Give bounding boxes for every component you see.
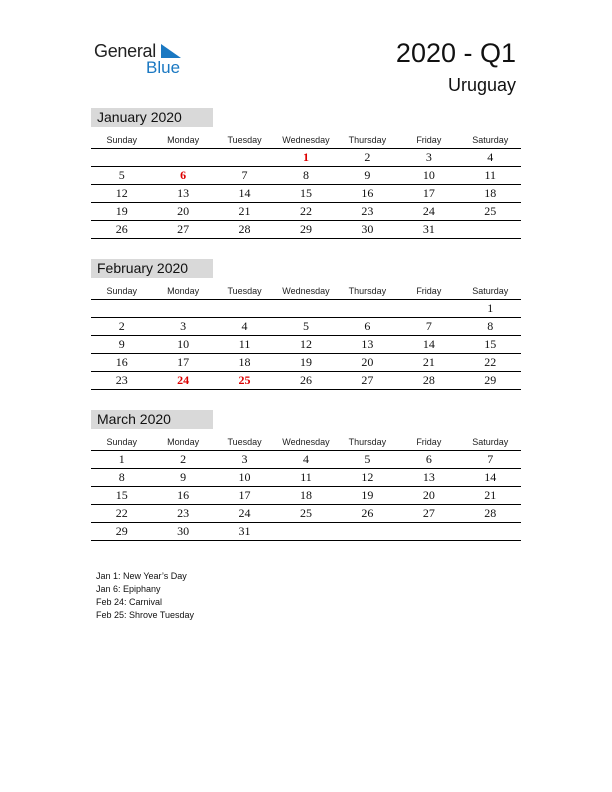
day-cell: 8 xyxy=(302,168,309,182)
day-cell xyxy=(398,300,459,317)
day-cell: 26 xyxy=(299,373,312,387)
weekday-header: Friday xyxy=(416,286,442,296)
week-row xyxy=(91,451,521,469)
day-cell: 12 xyxy=(115,186,128,200)
day-cell: 20 xyxy=(422,488,435,502)
day-cell: 17 xyxy=(177,355,190,369)
day-cell: 2 xyxy=(364,150,371,164)
week-row xyxy=(91,167,521,185)
day-cell xyxy=(152,149,213,166)
weekday-header: Saturday xyxy=(472,286,509,296)
weekday-header-row xyxy=(91,436,521,451)
day-cell: 13 xyxy=(361,337,374,351)
day-cell: 24 xyxy=(177,373,190,387)
logo-word-general: General xyxy=(94,41,156,61)
day-cell: 16 xyxy=(361,186,374,200)
day-cell: 25 xyxy=(484,204,497,218)
day-cell: 27 xyxy=(422,506,435,520)
day-cell: 7 xyxy=(241,168,248,182)
weekday-header: Thursday xyxy=(348,286,387,296)
day-cell xyxy=(398,523,459,540)
day-cell: 5 xyxy=(302,319,309,333)
day-cell: 20 xyxy=(177,204,190,218)
day-cell: 9 xyxy=(180,470,187,484)
day-cell xyxy=(91,149,152,166)
day-cell xyxy=(460,221,521,238)
weekday-header: Saturday xyxy=(472,437,509,447)
week-row xyxy=(91,300,521,318)
generalblue-logo xyxy=(94,40,204,80)
day-cell: 30 xyxy=(177,524,190,538)
weekday-header: Wednesday xyxy=(282,437,330,447)
day-cell: 22 xyxy=(115,506,128,520)
day-cell: 26 xyxy=(115,222,128,236)
day-cell: 23 xyxy=(177,506,190,520)
day-cell: 29 xyxy=(115,524,128,538)
day-cell: 18 xyxy=(299,488,312,502)
logo-triangle-icon xyxy=(161,44,181,58)
day-cell: 10 xyxy=(422,168,435,182)
day-cell: 1 xyxy=(118,452,125,466)
day-cell: 25 xyxy=(299,506,312,520)
day-cell: 1 xyxy=(302,150,309,164)
day-cell: 19 xyxy=(299,355,312,369)
holiday-note: Jan 1: New Year’s Day xyxy=(96,571,187,581)
day-cell: 23 xyxy=(115,373,128,387)
weekday-header: Sunday xyxy=(106,135,137,145)
day-cell: 7 xyxy=(487,452,494,466)
day-cell: 15 xyxy=(115,488,128,502)
week-row xyxy=(91,336,521,354)
day-cell: 3 xyxy=(180,319,187,333)
day-cell: 24 xyxy=(422,204,435,218)
weekday-header: Friday xyxy=(416,135,442,145)
week-row xyxy=(91,505,521,523)
day-cell: 10 xyxy=(238,470,251,484)
day-cell: 5 xyxy=(364,452,371,466)
day-cell xyxy=(337,300,398,317)
month-february xyxy=(91,259,521,390)
weekday-header: Tuesday xyxy=(227,286,262,296)
day-cell: 25 xyxy=(238,373,251,387)
day-cell: 21 xyxy=(422,355,435,369)
day-cell: 21 xyxy=(238,204,251,218)
day-cell: 16 xyxy=(115,355,128,369)
day-cell: 22 xyxy=(299,204,312,218)
day-cell: 9 xyxy=(118,337,125,351)
day-cell: 9 xyxy=(364,168,371,182)
day-cell: 13 xyxy=(177,186,190,200)
day-cell: 17 xyxy=(238,488,251,502)
month-name: February 2020 xyxy=(91,259,213,278)
day-cell: 17 xyxy=(422,186,435,200)
day-cell xyxy=(460,523,521,540)
day-cell: 30 xyxy=(361,222,374,236)
week-row xyxy=(91,354,521,372)
day-cell: 18 xyxy=(484,186,497,200)
day-cell: 23 xyxy=(361,204,374,218)
weekday-header: Monday xyxy=(167,135,200,145)
weekday-header: Wednesday xyxy=(282,135,330,145)
weekday-header: Wednesday xyxy=(282,286,330,296)
day-cell: 27 xyxy=(177,222,190,236)
weekday-header: Friday xyxy=(416,437,442,447)
logo-word-blue: Blue xyxy=(146,58,181,77)
day-cell: 4 xyxy=(302,452,309,466)
day-cell: 20 xyxy=(361,355,374,369)
weekday-header: Sunday xyxy=(106,286,137,296)
day-cell xyxy=(275,523,336,540)
month-march xyxy=(91,410,521,541)
day-cell: 31 xyxy=(422,222,435,236)
day-cell: 22 xyxy=(484,355,497,369)
day-cell: 10 xyxy=(177,337,190,351)
weekday-header: Monday xyxy=(167,286,200,296)
weekday-header: Monday xyxy=(167,437,200,447)
day-cell: 26 xyxy=(361,506,374,520)
day-cell: 12 xyxy=(361,470,374,484)
weekday-header-row xyxy=(91,285,521,300)
week-row xyxy=(91,203,521,221)
day-cell: 14 xyxy=(238,186,251,200)
country-label: Uruguay xyxy=(447,75,516,95)
day-cell: 14 xyxy=(422,337,435,351)
holiday-note: Feb 24: Carnival xyxy=(96,597,163,607)
day-cell: 11 xyxy=(238,337,251,351)
weekday-header: Tuesday xyxy=(227,135,262,145)
holiday-note: Feb 25: Shrove Tuesday xyxy=(96,610,195,620)
holiday-note: Jan 6: Epiphany xyxy=(96,584,161,594)
day-cell: 18 xyxy=(238,355,251,369)
weekday-header: Saturday xyxy=(472,135,509,145)
day-cell: 8 xyxy=(487,319,494,333)
day-cell: 28 xyxy=(422,373,435,387)
day-cell: 6 xyxy=(425,452,432,466)
day-cell: 27 xyxy=(361,373,374,387)
day-cell: 5 xyxy=(118,168,125,182)
day-cell: 3 xyxy=(425,150,432,164)
weekday-header: Thursday xyxy=(348,437,387,447)
day-cell xyxy=(337,523,398,540)
day-cell: 29 xyxy=(299,222,312,236)
day-cell: 11 xyxy=(300,470,312,484)
day-cell xyxy=(91,300,152,317)
day-cell: 14 xyxy=(484,470,497,484)
week-row xyxy=(91,469,521,487)
month-name: March 2020 xyxy=(91,410,213,429)
day-cell: 13 xyxy=(422,470,435,484)
day-cell: 6 xyxy=(364,319,371,333)
day-cell: 28 xyxy=(484,506,497,520)
day-cell: 7 xyxy=(425,319,432,333)
day-cell: 8 xyxy=(118,470,125,484)
day-cell: 19 xyxy=(115,204,128,218)
day-cell: 1 xyxy=(487,301,494,315)
weekday-header: Sunday xyxy=(106,437,137,447)
day-cell: 28 xyxy=(238,222,251,236)
month-name: January 2020 xyxy=(91,108,213,127)
day-cell: 4 xyxy=(487,150,494,164)
week-row xyxy=(91,372,521,390)
weekday-header: Thursday xyxy=(348,135,387,145)
page-title: 2020 - Q1 xyxy=(395,38,516,68)
day-cell xyxy=(152,300,213,317)
week-row xyxy=(91,318,521,336)
weekday-header: Tuesday xyxy=(227,437,262,447)
week-row xyxy=(91,221,521,239)
day-cell: 31 xyxy=(238,524,251,538)
day-cell xyxy=(275,300,336,317)
weekday-header-row xyxy=(91,134,521,149)
day-cell: 15 xyxy=(299,186,312,200)
day-cell: 16 xyxy=(177,488,190,502)
day-cell: 6 xyxy=(180,168,187,182)
day-cell: 2 xyxy=(118,319,125,333)
day-cell: 4 xyxy=(241,319,248,333)
week-row xyxy=(91,523,521,541)
day-cell: 2 xyxy=(180,452,187,466)
month-january xyxy=(91,108,521,239)
day-cell: 12 xyxy=(299,337,312,351)
day-cell: 24 xyxy=(238,506,251,520)
holiday-notes xyxy=(96,570,194,622)
week-row xyxy=(91,149,521,167)
week-row xyxy=(91,185,521,203)
day-cell: 21 xyxy=(484,488,497,502)
day-cell: 19 xyxy=(361,488,374,502)
day-cell: 3 xyxy=(241,452,248,466)
day-cell: 11 xyxy=(484,168,497,182)
day-cell: 15 xyxy=(484,337,497,351)
day-cell xyxy=(214,300,275,317)
day-cell: 29 xyxy=(484,373,497,387)
week-row xyxy=(91,487,521,505)
day-cell xyxy=(214,149,275,166)
